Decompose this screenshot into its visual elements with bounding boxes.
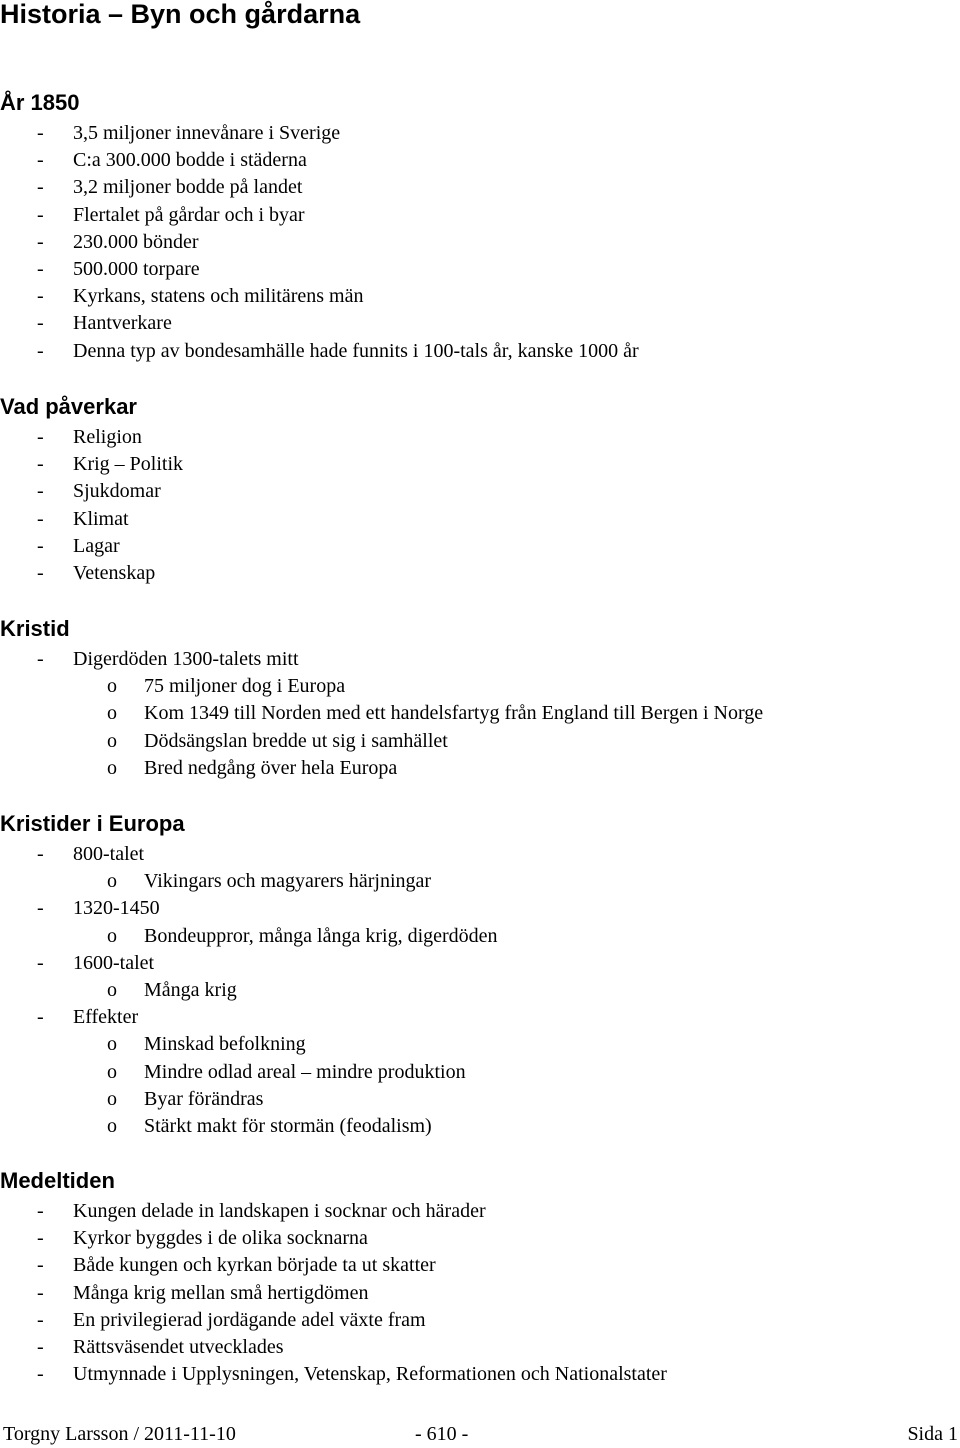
sub-list-item (0, 868, 960, 895)
list-item-text: C:a 300.000 bodde i städerna (73, 149, 307, 172)
list-item (0, 256, 960, 283)
list-item-text: Rättsväsendet utvecklades (73, 1335, 284, 1358)
list-item-text: Byar förändras (144, 1087, 264, 1110)
document-title: Historia – Byn och gårdarna (0, 0, 361, 29)
list-item (0, 283, 960, 310)
list-item-text: Dödsängslan bredde ut sig i samhället (144, 729, 448, 752)
list-item (0, 1280, 960, 1307)
section-heading: Vad påverkar (0, 394, 137, 419)
dash-marker: - (37, 230, 44, 253)
list-item-text: Bred nedgång över hela Europa (144, 756, 398, 779)
list-item-text: En privilegierad jordägande adel växte fram (73, 1308, 426, 1331)
list-item (0, 560, 960, 587)
list-item (0, 310, 960, 337)
dash-marker: - (37, 1254, 44, 1277)
list-item-text: Kyrkor byggdes i de olika socknarna (73, 1227, 368, 1250)
list-item-text: Hantverkare (73, 312, 172, 335)
sub-list-item (0, 977, 960, 1004)
list-item (0, 646, 960, 673)
list-item-text: Vikingars och magyarers härjningar (144, 870, 432, 893)
list-item-text: Religion (73, 426, 142, 448)
bullet-marker: o (107, 675, 117, 698)
list-item (0, 1334, 960, 1361)
bullet-marker: o (107, 924, 117, 947)
bullet-marker: o (107, 756, 117, 779)
section-heading: Kristid (0, 616, 70, 641)
bullet-marker: o (107, 1033, 117, 1056)
dash-marker: - (37, 203, 44, 226)
list-item (0, 1225, 960, 1252)
list-item (0, 451, 960, 478)
list-item-text: Minskad befolkning (144, 1033, 306, 1056)
section-2 (0, 612, 960, 782)
sub-list-item (0, 1059, 960, 1086)
list-item-text: Flertalet på gårdar och i byar (73, 203, 305, 226)
section-heading: Kristider i Europa (0, 811, 185, 836)
list-item (0, 506, 960, 533)
list-item (0, 1004, 960, 1031)
dash-marker: - (37, 897, 44, 920)
dash-marker: - (37, 480, 44, 503)
list-item-text: Vetenskap (73, 561, 156, 584)
dash-marker: - (37, 1308, 44, 1331)
list-item (0, 478, 960, 505)
bullet-marker: o (107, 729, 117, 752)
list-item-text: Krig – Politik (73, 453, 184, 476)
list-item (0, 1307, 960, 1334)
list-item-text: 3,2 miljoner bodde på landet (73, 176, 303, 199)
dash-marker: - (37, 176, 44, 199)
bullet-marker: o (107, 1087, 117, 1110)
list-item (0, 895, 960, 922)
page-footer (0, 1420, 960, 1448)
list-item-text: Kungen delade in landskapen i socknar och härader (73, 1200, 486, 1222)
dash-marker: - (37, 426, 44, 448)
sub-list-item (0, 923, 960, 950)
footer-author-date: Torgny Larsson / 2011-11-10 (3, 1423, 236, 1445)
list-item-text: Bondeuppror, många långa krig, digerdöden (144, 924, 498, 947)
sub-list-item (0, 700, 960, 727)
sub-list-item (0, 1031, 960, 1058)
bullet-marker: o (107, 1060, 117, 1083)
dash-marker: - (37, 1363, 44, 1386)
list-item (0, 202, 960, 229)
list-item-text: 1600-talet (73, 951, 155, 974)
list-item (0, 841, 960, 868)
list-item-text: 500.000 torpare (73, 257, 200, 280)
list-item (0, 229, 960, 256)
sub-list-item (0, 728, 960, 755)
dash-marker: - (37, 339, 44, 362)
list-item-text: Lagar (73, 534, 120, 557)
bullet-marker: o (107, 702, 117, 725)
list-item (0, 174, 960, 201)
dash-marker: - (37, 507, 44, 530)
bullet-marker: o (107, 870, 117, 893)
list-item-text: 1320-1450 (73, 897, 160, 920)
sub-list-item (0, 755, 960, 782)
dash-marker: - (37, 843, 44, 865)
list-item (0, 338, 960, 365)
list-item (0, 1252, 960, 1279)
dash-marker: - (37, 149, 44, 172)
list-item-text: Många krig (144, 978, 237, 1001)
list-item-text: Effekter (73, 1006, 139, 1029)
section-4 (0, 1164, 960, 1388)
dash-marker: - (37, 1335, 44, 1358)
bullet-marker: o (107, 1114, 117, 1137)
list-item (0, 533, 960, 560)
list-item-text: Mindre odlad areal – mindre produktion (144, 1060, 466, 1083)
dash-marker: - (37, 122, 44, 144)
dash-marker: - (37, 312, 44, 335)
footer-page-label: Sida 1 (907, 1423, 958, 1445)
list-item (0, 120, 960, 147)
list-item-text: Klimat (73, 507, 129, 530)
dash-marker: - (37, 1227, 44, 1250)
list-item-text: Sjukdomar (73, 480, 161, 503)
sub-list-item (0, 1113, 960, 1140)
dash-marker: - (37, 285, 44, 308)
dash-marker: - (37, 1006, 44, 1029)
list-item-text: Kom 1349 till Norden med ett handelsfartyg från England till Bergen i Norge (144, 702, 764, 725)
list-item-text: Stärkt makt för stormän (feodalism) (144, 1114, 432, 1137)
list-item (0, 950, 960, 977)
dash-marker: - (37, 534, 44, 557)
list-item-text: 75 miljoner dog i Europa (144, 675, 346, 698)
list-item-text: 800-talet (73, 843, 145, 865)
list-item (0, 424, 960, 451)
list-item (0, 1198, 960, 1225)
list-item-text: Många krig mellan små hertigdömen (73, 1281, 369, 1304)
section-heading: År 1850 (0, 90, 80, 115)
sub-list-item (0, 1086, 960, 1113)
section-heading: Medeltiden (0, 1168, 115, 1193)
list-item (0, 147, 960, 174)
section-3 (0, 807, 960, 1140)
dash-marker: - (37, 1281, 44, 1304)
list-item-text: Utmynnade i Upplysningen, Vetenskap, Reformationen och Nationalstater (73, 1363, 667, 1386)
dash-marker: - (37, 257, 44, 280)
section-1 (0, 390, 960, 587)
bullet-marker: o (107, 978, 117, 1001)
list-item-text: 230.000 bönder (73, 230, 199, 253)
dash-marker: - (37, 951, 44, 974)
list-item-text: Digerdöden 1300-talets mitt (73, 648, 299, 670)
dash-marker: - (37, 453, 44, 476)
section-0 (0, 86, 960, 365)
dash-marker: - (37, 561, 44, 584)
list-item-text: Både kungen och kyrkan började ta ut skatter (73, 1254, 436, 1277)
sub-list-item (0, 673, 960, 700)
dash-marker: - (37, 1200, 44, 1222)
list-item-text: Denna typ av bondesamhälle hade funnits i 100-tals år, kanske 1000 år (73, 339, 639, 362)
list-item-text: Kyrkans, statens och militärens män (73, 285, 364, 308)
dash-marker: - (37, 648, 44, 670)
list-item (0, 1361, 960, 1388)
list-item-text: 3,5 miljoner innevånare i Sverige (73, 122, 341, 144)
footer-page-code: - 610 - (415, 1423, 469, 1445)
